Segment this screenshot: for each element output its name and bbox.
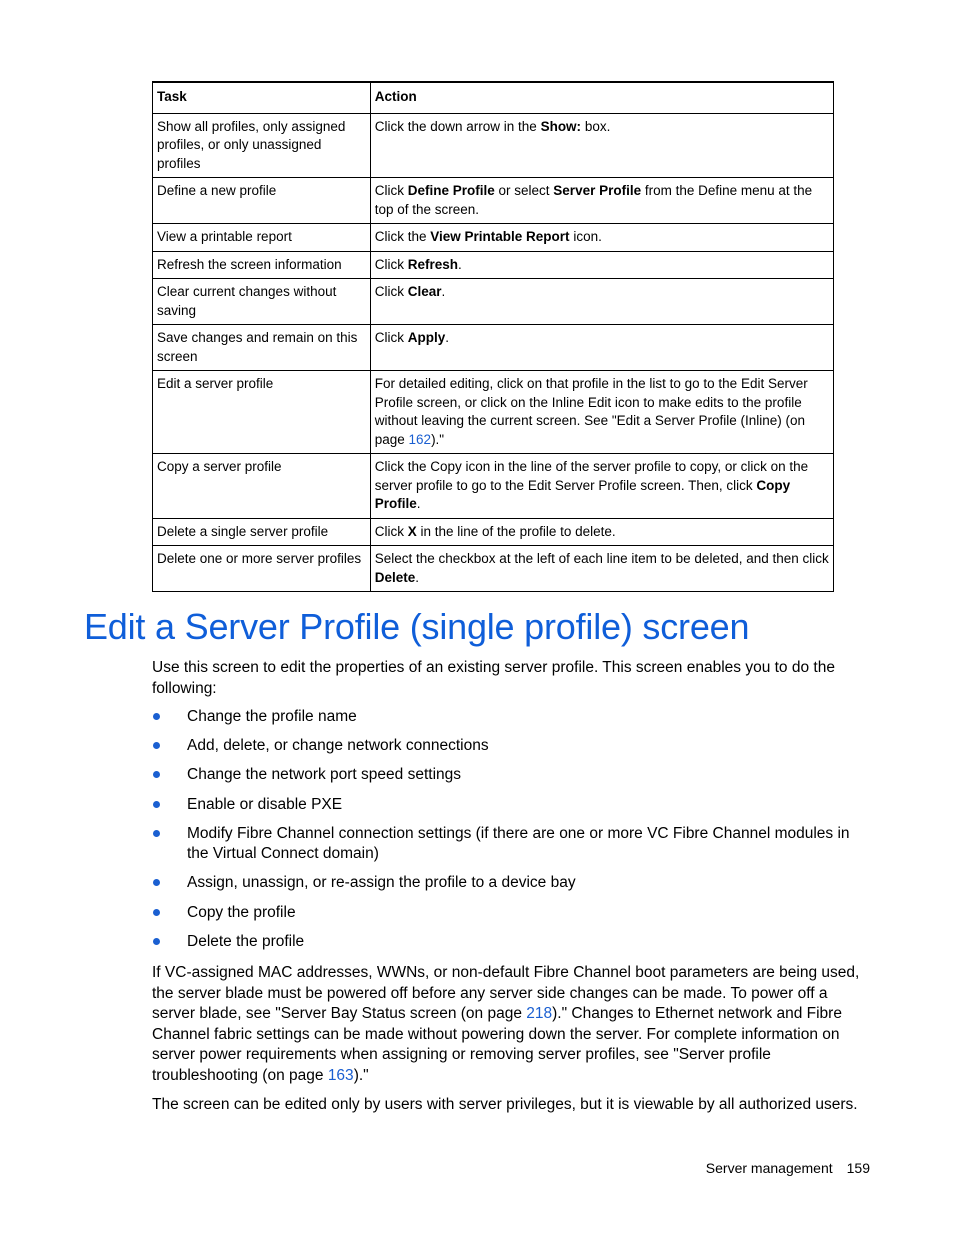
action-cell bbox=[370, 279, 833, 325]
text-run: . bbox=[458, 256, 462, 272]
ui-term: Clear bbox=[407, 284, 442, 299]
text-run: Click the Copy icon in the line of the server profile to copy, or click on the server profile to go to the Edit Server Profile screen. Then, click bbox=[374, 459, 809, 493]
task-cell: Define a new profile bbox=[153, 178, 371, 224]
list-item bbox=[152, 932, 872, 953]
bullet-icon bbox=[153, 909, 160, 916]
action-cell bbox=[370, 224, 833, 252]
text-run: Click bbox=[374, 284, 408, 299]
bullet-icon bbox=[153, 742, 160, 749]
action-cell bbox=[370, 325, 833, 371]
action-cell bbox=[370, 178, 833, 224]
list-item bbox=[152, 765, 872, 786]
column-header-action: Action bbox=[370, 82, 833, 113]
text-run: icon. bbox=[569, 229, 602, 244]
list-item bbox=[152, 873, 872, 894]
task-cell: Save changes and remain on this screen bbox=[153, 325, 371, 371]
table-row bbox=[153, 325, 834, 371]
table-row bbox=[153, 178, 834, 224]
task-cell: Delete one or more server profiles bbox=[153, 546, 371, 592]
task-cell: Clear current changes without saving bbox=[153, 279, 371, 325]
list-item bbox=[152, 707, 872, 728]
ui-term: View Printable Report bbox=[430, 229, 570, 244]
bullet-icon bbox=[153, 801, 160, 808]
list-item-text: Change the network port speed settings bbox=[187, 766, 462, 784]
text-run: )." bbox=[431, 431, 445, 447]
page-number: 159 bbox=[846, 1160, 870, 1176]
text-run: Click the bbox=[374, 229, 431, 244]
text-run: box. bbox=[581, 118, 611, 134]
task-cell: Refresh the screen information bbox=[153, 251, 371, 279]
list-item bbox=[152, 824, 872, 865]
column-header-task: Task bbox=[153, 82, 371, 113]
task-action-table bbox=[152, 81, 834, 592]
ui-term: Apply bbox=[407, 330, 446, 345]
list-item-text: Copy the profile bbox=[187, 903, 296, 921]
list-item bbox=[152, 795, 872, 816]
action-cell bbox=[370, 371, 833, 454]
intro-paragraph: Use this screen to edit the properties of an existing server profile. This screen enables you to do the following: bbox=[152, 659, 835, 697]
list-item-text: Modify Fibre Channel connection settings (if there are one or more VC Fibre Channel modules in the Virtual Connect domain) bbox=[187, 824, 850, 863]
ui-term: Delete bbox=[374, 569, 416, 585]
text-run: . bbox=[416, 496, 421, 511]
page-reference-link[interactable]: 162 bbox=[408, 431, 432, 447]
page-reference-link[interactable]: 218 bbox=[526, 1005, 553, 1022]
ui-term: Define Profile bbox=[407, 183, 495, 198]
task-cell: Edit a server profile bbox=[153, 371, 371, 454]
page-reference-link[interactable]: 163 bbox=[327, 1066, 354, 1084]
table-row bbox=[153, 251, 834, 279]
list-item bbox=[152, 736, 872, 757]
task-cell: Delete a single server profile bbox=[153, 518, 371, 546]
ui-term: Show: bbox=[540, 118, 582, 134]
table-body bbox=[153, 113, 834, 592]
action-cell bbox=[370, 518, 833, 546]
text-run: Click the down arrow in the bbox=[374, 118, 541, 134]
table-row bbox=[153, 371, 834, 454]
bullet-icon bbox=[153, 830, 160, 837]
task-cell: Copy a server profile bbox=[153, 454, 371, 519]
table-row bbox=[153, 224, 834, 252]
action-cell bbox=[370, 454, 833, 519]
text-run: If VC-assigned MAC addresses, WWNs, or non-default Fibre Channel boot parameters are being used, the server blade must be powered off before any server side changes can be made. To power off a server blade, see "Server Bay Status screen (on page bbox=[152, 964, 860, 1022]
text-run: Click bbox=[374, 523, 408, 539]
table-row bbox=[153, 113, 834, 178]
task-cell: Show all profiles, only assigned profiles, or only unassigned profiles bbox=[153, 113, 371, 178]
list-item-text: Add, delete, or change network connections bbox=[187, 737, 489, 755]
ui-term: Refresh bbox=[407, 256, 459, 272]
bullet-icon bbox=[153, 713, 160, 720]
action-cell bbox=[370, 113, 833, 178]
table-row bbox=[153, 518, 834, 546]
ui-term: Server Profile bbox=[553, 183, 642, 198]
section-heading: Edit a Server Profile (single profile) screen bbox=[84, 606, 750, 647]
task-cell: View a printable report bbox=[153, 224, 371, 252]
list-item-text: Change the profile name bbox=[187, 708, 357, 725]
text-run: from the Define menu at the top of the screen. bbox=[374, 183, 813, 217]
list-item-text: Delete the profile bbox=[187, 932, 305, 950]
bullet-icon bbox=[153, 879, 160, 886]
action-cell bbox=[370, 251, 833, 279]
list-item-text: Enable or disable PXE bbox=[187, 795, 343, 813]
text-run: . bbox=[441, 284, 446, 299]
table-row bbox=[153, 454, 834, 519]
footer-section-name: Server management bbox=[705, 1160, 833, 1176]
text-run: or select bbox=[494, 183, 554, 198]
ui-term: Copy Profile bbox=[374, 477, 791, 511]
page-footer bbox=[706, 1158, 870, 1178]
text-run: Click bbox=[374, 183, 408, 198]
ui-term: X bbox=[407, 523, 417, 539]
table-row bbox=[153, 546, 834, 592]
bullet-icon bbox=[153, 771, 160, 778]
text-run: . bbox=[445, 330, 450, 345]
capabilities-list bbox=[152, 707, 872, 961]
text-run: Click bbox=[374, 330, 408, 345]
power-off-paragraph bbox=[152, 963, 872, 1086]
list-item bbox=[152, 903, 872, 924]
text-run: . bbox=[415, 569, 420, 585]
text-run: )." Changes to Ethernet network and Fibre Channel fabric settings can be made without powering down the server. For complete information on server power requirements when assigning or removing server profiles, see "Server profile troubleshooting (on page bbox=[152, 1005, 842, 1084]
table-header-row bbox=[153, 82, 834, 113]
text-run: in the line of the profile to delete. bbox=[416, 523, 616, 539]
action-cell bbox=[370, 546, 833, 592]
text-run: For detailed editing, click on that profile in the list to go to the Edit Server Profile screen, or click on the Inline Edit icon to make edits to the profile without leaving the current screen. See "Edit a Server Profile (Inline) (on page bbox=[374, 376, 808, 447]
bullet-icon bbox=[153, 938, 160, 945]
text-run: Select the checkbox at the left of each line item to be deleted, and then click bbox=[374, 551, 829, 566]
table-row bbox=[153, 279, 834, 325]
privileges-paragraph: The screen can be edited only by users with server privileges, but it is viewable by all authorized users. bbox=[152, 1096, 858, 1113]
text-run: Click bbox=[374, 256, 408, 272]
text-run: )." bbox=[353, 1066, 369, 1084]
list-item-text: Assign, unassign, or re-assign the profile to a device bay bbox=[187, 874, 576, 892]
